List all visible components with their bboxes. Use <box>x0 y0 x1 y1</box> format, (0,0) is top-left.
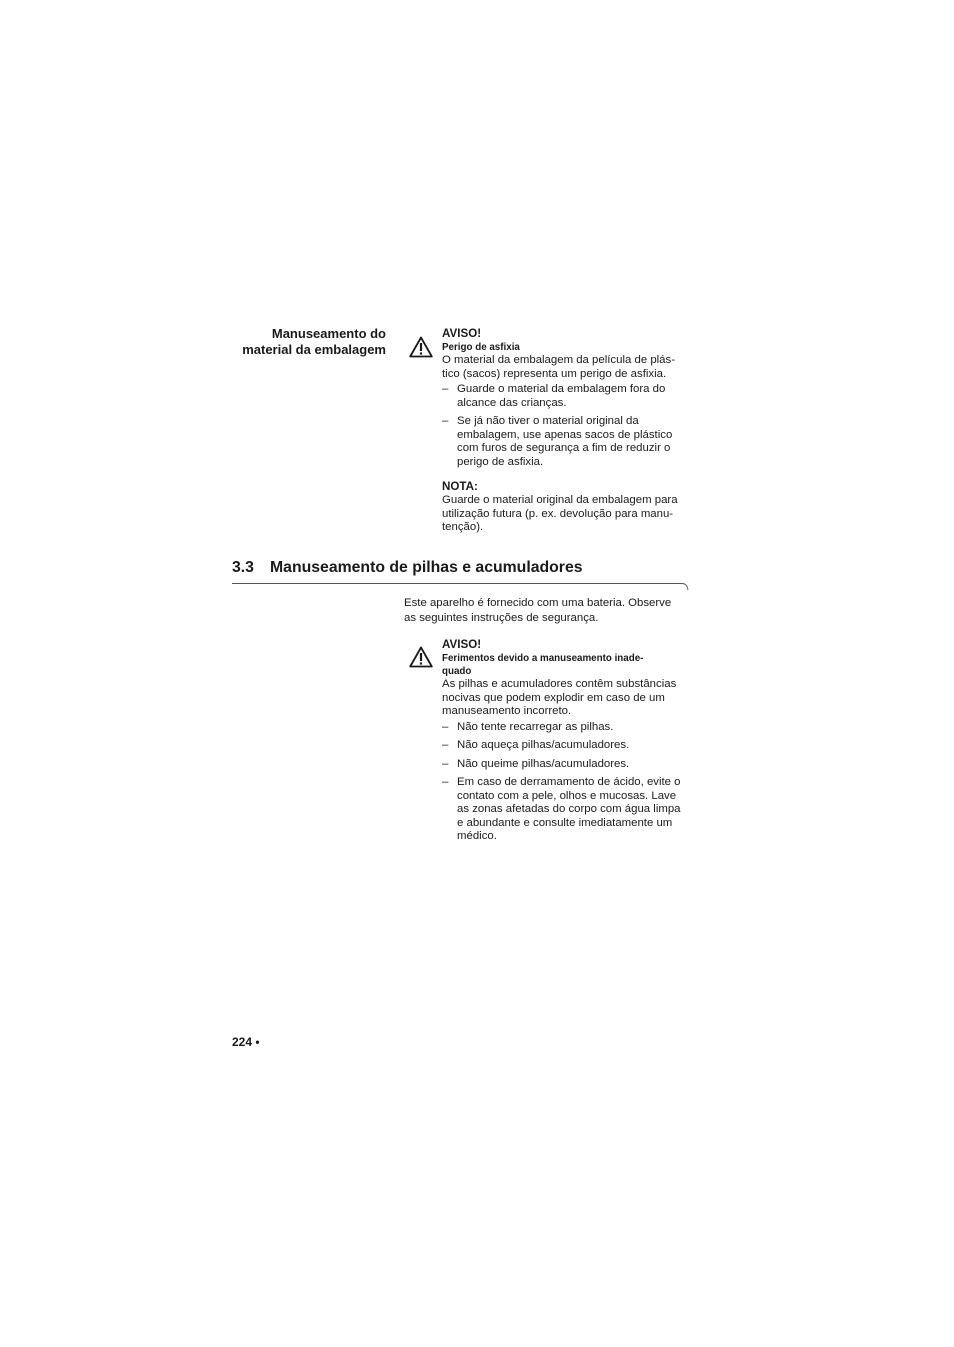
dash-bullet: – <box>442 415 449 428</box>
text-line: e abundante e consulte imediatamente um <box>457 816 673 829</box>
list-item <box>442 758 692 772</box>
packaging-warning <box>442 327 692 474</box>
text-line: Em caso de derramamento de ácido, evite o <box>457 775 681 788</box>
text-line: embalagem, use apenas sacos de plástico <box>457 428 673 441</box>
battery-warning <box>442 638 692 849</box>
page-bullet: • <box>255 1035 260 1049</box>
list-item <box>442 739 692 753</box>
text-line: perigo de asfixia. <box>457 455 544 468</box>
text-line: O material da embalagem da película de plás- <box>442 354 676 366</box>
text-line: as zonas afetadas do corpo com água limpa <box>457 803 681 816</box>
section-intro <box>404 596 694 626</box>
list-item <box>442 721 692 735</box>
text-line: tenção). <box>442 521 484 534</box>
page-number-value: 224 <box>232 1035 253 1049</box>
side-heading-packaging <box>200 326 386 358</box>
warning-subtitle: Perigo de asfixia <box>442 342 520 353</box>
text-line: utilização futura (p. ex. devolução para manu- <box>442 507 674 520</box>
text-line: contato com a pele, olhos e mucosas. Lave <box>457 789 677 802</box>
dash-bullet: – <box>442 775 449 788</box>
text-line: médico. <box>457 830 497 843</box>
list-item <box>442 383 692 410</box>
side-heading-line: material da embalagem <box>242 342 386 357</box>
text-line: manuseamento incorreto. <box>442 705 572 718</box>
warning-triangle-icon <box>409 646 433 668</box>
text-line: com furos de segurança a fim de reduzir o <box>457 442 671 455</box>
note-text <box>442 494 692 535</box>
section-heading <box>232 557 583 579</box>
text-line: Ferimentos devido a manuseamento inade- <box>442 653 644 664</box>
text-line: alcance das crianças. <box>457 396 567 409</box>
list-item <box>442 776 692 844</box>
warning-label: AVISO! <box>442 638 482 651</box>
text-line: Guarde o material da embalagem fora do <box>457 383 666 396</box>
section-number: 3.3 <box>232 559 254 576</box>
text-line: Este aparelho é fornecido com uma bateria. Observe <box>404 597 672 609</box>
text-line: As pilhas e acumuladores contêm substâncias <box>442 678 677 690</box>
packaging-note <box>442 480 692 535</box>
warning-text <box>442 354 692 381</box>
warning-triangle-icon <box>409 336 433 358</box>
text-line: Não tente recarregar as pilhas. <box>457 720 614 733</box>
dash-bullet: – <box>442 720 449 733</box>
warning-subtitle <box>442 652 692 678</box>
note-label: NOTA: <box>442 480 478 493</box>
list-item <box>442 415 692 469</box>
warning-list <box>442 383 692 469</box>
text-line: Guarde o material original da embalagem para <box>442 494 678 506</box>
side-heading-line: Manuseamento do <box>271 326 386 341</box>
text-line: quado <box>442 666 472 677</box>
dash-bullet: – <box>442 757 449 770</box>
dash-bullet: – <box>442 383 449 396</box>
text-line: as seguintes instruções de segurança. <box>404 612 599 624</box>
text-line: Não queime pilhas/acumuladores. <box>457 757 630 770</box>
section-divider <box>232 581 690 595</box>
text-line: tico (sacos) representa um perigo de asfixia. <box>442 367 667 380</box>
dash-bullet: – <box>442 739 449 752</box>
warning-text <box>442 678 692 719</box>
warning-label: AVISO! <box>442 327 482 340</box>
text-line: nocivas que podem explodir em caso de um <box>442 691 665 704</box>
warning-list <box>442 721 692 844</box>
section-title: Manuseamento de pilhas e acumuladores <box>270 559 583 576</box>
page-number <box>232 1035 260 1049</box>
text-line: Não aqueça pilhas/acumuladores. <box>457 739 630 752</box>
text-line: Se já não tiver o material original da <box>457 415 639 428</box>
